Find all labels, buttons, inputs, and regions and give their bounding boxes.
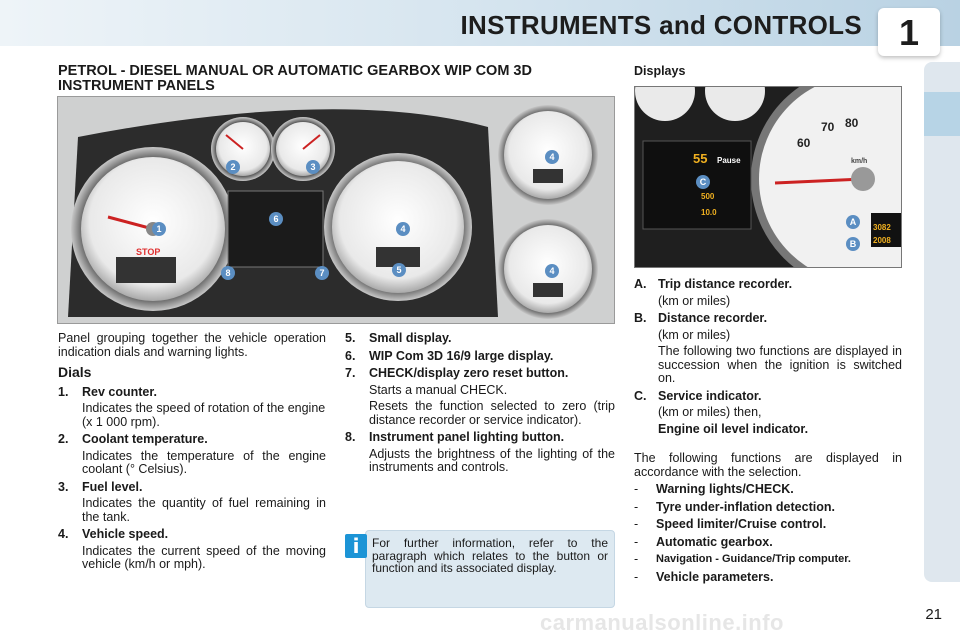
item-number: 7. xyxy=(345,366,356,380)
item-number: 3. xyxy=(58,479,69,494)
watermark: carmanualsonline.info xyxy=(540,610,784,635)
callout-8: 8 xyxy=(225,268,231,278)
item-label: Coolant temperature. xyxy=(82,432,208,446)
displays-heading: Displays xyxy=(634,64,686,78)
trip-readout: 3082 xyxy=(873,223,891,232)
info-icon: i xyxy=(345,534,367,558)
item-description: (km or miles) xyxy=(658,293,731,308)
speed-tick-60: 60 xyxy=(797,136,811,150)
stop-warning-label: STOP xyxy=(136,247,161,257)
callout-a: A xyxy=(849,217,857,227)
displays-photo xyxy=(634,86,902,268)
callout-5: 5 xyxy=(396,265,402,275)
item-letter: C. xyxy=(634,388,647,403)
display-consumption-readout: 10.0 xyxy=(701,208,717,217)
speed-unit-label: km/h xyxy=(851,158,868,165)
function-item: - Tyre under-inflation detection. xyxy=(634,499,835,514)
item-label: Trip distance recorder. xyxy=(658,277,793,291)
display-pause-readout: Pause xyxy=(717,156,741,165)
display-item-a xyxy=(634,278,902,308)
callout-b: B xyxy=(849,239,857,249)
callout-6: 6 xyxy=(273,214,279,224)
info-note-text: For further information, refer to the paragraph which relates to the button or function and its associated display. xyxy=(365,530,615,608)
display-range-readout: 500 xyxy=(701,192,715,201)
callout-c: C xyxy=(699,177,707,187)
left-column xyxy=(58,332,326,572)
item-description-2: Resets the function selected to zero (trip distance recorder or service indicator). xyxy=(369,399,615,427)
dial-item-2 xyxy=(58,433,326,477)
chapter-tab xyxy=(878,8,940,56)
page-number: 21 xyxy=(925,606,942,623)
odometer-readout: 2008 xyxy=(873,236,891,245)
item-number: 4. xyxy=(58,527,69,541)
function-item: - Speed limiter/Cruise control. xyxy=(634,517,827,531)
dial-item-1 xyxy=(58,386,326,430)
chapter-side-marker xyxy=(924,92,960,136)
middle-column xyxy=(345,332,615,475)
item-number: 2. xyxy=(58,432,69,446)
item-description: Indicates the speed of rotation of the engine (x 1 000 rpm). xyxy=(82,401,326,429)
display-speed-readout: 55 xyxy=(693,151,708,166)
callout-7: 7 xyxy=(319,268,325,278)
display-item-b xyxy=(634,312,902,386)
control-item-6 xyxy=(345,350,615,364)
chapter-number: 1 xyxy=(898,12,920,53)
item-description-2: The following two functions are displayed in succession when the ignition is switched on. xyxy=(658,344,902,385)
item-label: Distance recorder. xyxy=(658,311,768,325)
item-number: 1. xyxy=(58,384,69,399)
dial-item-3 xyxy=(58,481,326,525)
item-description: Indicates the quantity of fuel remaining in the tank. xyxy=(82,496,326,524)
instrument-panel-illustration xyxy=(58,97,615,324)
function-item: - Automatic gearbox. xyxy=(634,534,773,549)
callout-4-lower: 4 xyxy=(549,266,555,276)
displays-illustration xyxy=(635,87,902,268)
callout-1: 1 xyxy=(156,224,162,234)
item-label: WIP Com 3D 16/9 large display. xyxy=(369,348,554,363)
item-description: (km or miles) then, xyxy=(658,405,762,419)
dial-item-4 xyxy=(58,528,326,572)
instrument-panel-photo xyxy=(57,96,615,324)
control-item-8 xyxy=(345,431,615,475)
page-title: INSTRUMENTS and CONTROLS xyxy=(460,10,862,40)
display-item-c xyxy=(634,390,902,437)
callout-4-upper: 4 xyxy=(549,152,555,162)
item-description: Indicates the current speed of the moving vehicle (km/h or mph). xyxy=(82,543,326,571)
item-description-bold: Engine oil level indicator. xyxy=(658,421,809,436)
chapter-side-strip xyxy=(924,62,960,582)
function-item: - Warning lights/CHECK. xyxy=(634,482,794,496)
callout-4: 4 xyxy=(400,224,406,234)
functions-intro: The following functions are displayed in accordance with the selection. xyxy=(634,451,902,479)
control-item-7 xyxy=(345,367,615,427)
callout-2: 2 xyxy=(230,162,236,172)
speed-tick-80: 80 xyxy=(845,116,859,130)
item-description: Starts a manual CHECK. xyxy=(369,382,508,397)
item-number: 8. xyxy=(345,430,356,444)
item-label: Small display. xyxy=(369,331,452,345)
item-label: Service indicator. xyxy=(658,388,762,403)
item-number: 6. xyxy=(345,348,356,363)
item-description: Adjusts the brightness of the lighting of the instruments and controls. xyxy=(369,446,615,474)
section-title: PETROL - DIESEL MANUAL OR AUTOMATIC GEARBOX WIP COM 3D INSTRUMENT PANELS xyxy=(58,63,532,94)
dials-heading: Dials xyxy=(58,364,92,380)
item-letter: A. xyxy=(634,277,647,291)
item-label: Instrument panel lighting button. xyxy=(369,430,565,444)
item-label: Fuel level. xyxy=(82,479,143,494)
callout-3: 3 xyxy=(310,162,316,172)
function-item: - Vehicle parameters. xyxy=(634,569,774,584)
item-label: CHECK/display zero reset button. xyxy=(369,366,569,380)
right-column xyxy=(634,278,902,584)
item-label: Rev counter. xyxy=(82,384,158,399)
speed-tick-70: 70 xyxy=(821,120,835,134)
item-description: (km or miles) xyxy=(658,327,731,342)
control-item-5 xyxy=(345,332,615,346)
info-note xyxy=(345,530,615,608)
intro-paragraph: Panel grouping together the vehicle operation indication dials and warning lights. xyxy=(58,331,326,359)
item-label: Vehicle speed. xyxy=(82,527,169,541)
item-letter: B. xyxy=(634,311,647,325)
item-number: 5. xyxy=(345,331,356,345)
function-item: - Navigation - Guidance/Trip computer. xyxy=(634,552,851,566)
item-description: Indicates the temperature of the engine coolant (° Celsius). xyxy=(82,448,326,476)
